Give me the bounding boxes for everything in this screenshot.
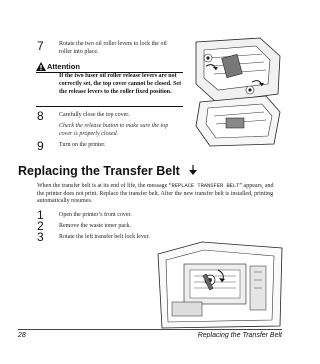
attention-divider (36, 106, 183, 107)
attention-title: Attention (47, 62, 80, 71)
step-number: 1 (37, 208, 44, 222)
fuser-lever-illustration (190, 38, 282, 148)
ground-symbol-icon (188, 165, 198, 176)
step-text: Carefully close the top cover. (59, 112, 130, 118)
section-title (18, 164, 198, 178)
status-message: REPLACE TRANSFER BELT (171, 183, 240, 189)
step-text: Rotate the left transfer belt lock lever. (59, 234, 150, 240)
section-intro (37, 183, 282, 206)
page-number: 28 (18, 332, 26, 339)
step-text: Rotate the two oil roller levers to lock the oil roller into place. (59, 41, 167, 55)
step-text: Turn on the printer. (59, 142, 106, 148)
step-text: Open the printer’s front cover. (59, 212, 132, 218)
step-text: Remove the waste toner pack. (59, 223, 132, 229)
step-number: 2 (37, 219, 44, 233)
footer-divider (18, 329, 282, 330)
intro-text: When the transfer belt is at its end of life, the message “ (37, 183, 172, 189)
intro-text: ” appears, and the printer does not print. Replace the transfer belt. After the new transfer belt is installed, printing automatically resumes. (37, 183, 274, 205)
step-number: 3 (37, 230, 44, 244)
note-text: Check the release button to make sure the top cover is properly closed. (59, 123, 169, 137)
warning-icon (36, 62, 46, 71)
section-title-text: Replacing the Transfer Belt (18, 164, 180, 178)
running-title: Replacing the Transfer Belt (197, 332, 282, 339)
attention-body: If the two fuser oil roller release levers are not correctly set, the top cover cannot be closed. Set the release levers to the roller fixed position. (59, 73, 182, 95)
step-number: 8 (37, 109, 44, 123)
step-number: 9 (37, 139, 44, 153)
step-number: 7 (37, 39, 44, 53)
printer-front-illustration (154, 240, 284, 330)
attention-header (36, 61, 183, 73)
